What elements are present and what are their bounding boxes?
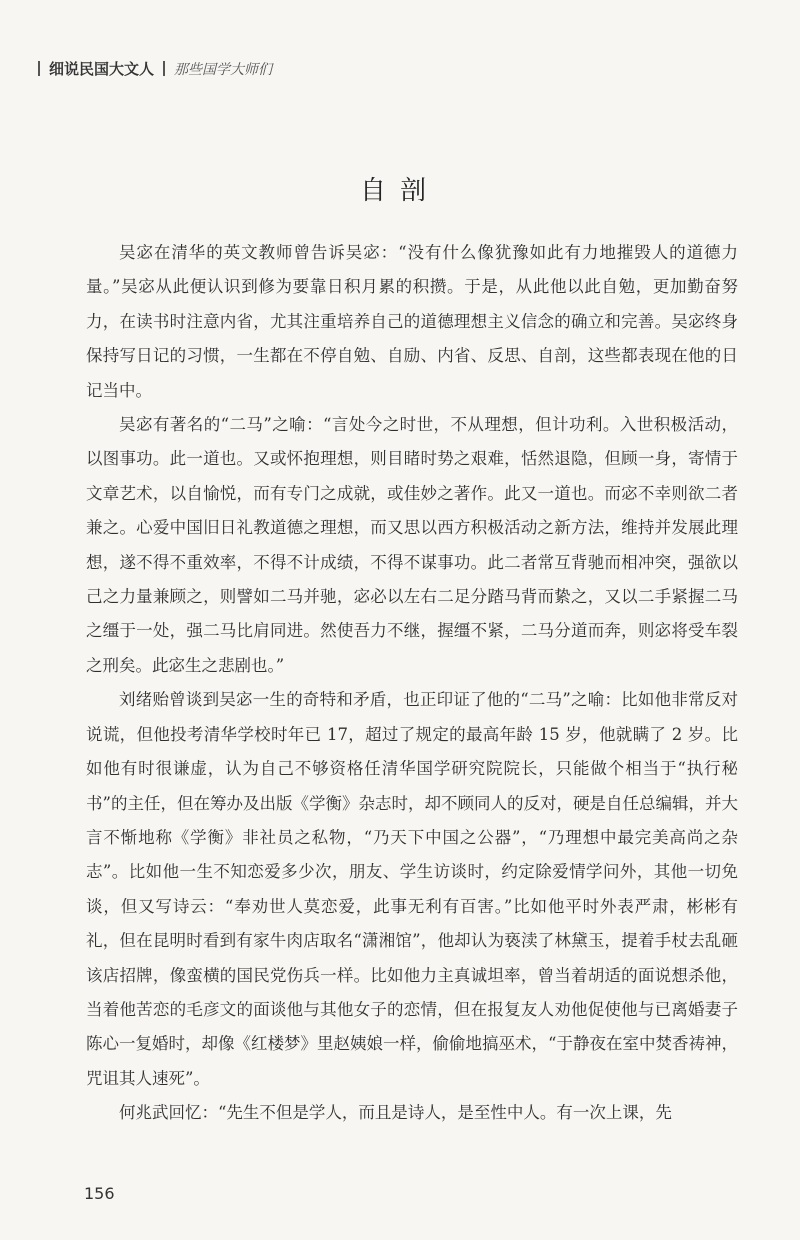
paragraph: 吴宓在清华的英文教师曾告诉吴宓：“没有什么像犹豫如此有力地摧毁人的道德力量。”吴宓从此便认识到修为要靠日积月累的积攒。于是，从此他以此自勉，更加勤奋努力，在读书时注意内省，尤其注重培养自己的道德理想主义信念的确立和完善。吴宓终身保持写日记的习惯，一生都在不停自勉、自励、内省、反思、自剖，这些都表现在他的日记当中。 [86, 243, 738, 400]
paragraph: 吴宓有著名的“二马”之喻：“言处今之时世，不从理想，但计功利。入世积极活动，以图事功。此一道也。又或怀抱理想，则目睹时势之艰难，恬然退隐，但顾一身，寄情于文章艺术，以自愉悦，而有专门之成就，或佳妙之著作。此又一道也。而宓不幸则欲二者兼之。心爱中国旧日礼教道德之理想，而又思以西方积极活动之新方法，维持并发展此理想，遂不得不重效率，不得不计成绩，不得不谋事功。此二者常互背驰而相冲突，强欲以己之力量兼顾之，则譬如二马并驰，宓必以左右二足分踏马背而絷之，又以二手紧握二马之缰于一处，强二马比肩同进。然使吾力不继，握缰不紧，二马分道而奔，则宓将受车裂之刑矣。此宓生之悲剧也。” [86, 415, 738, 675]
book-title: 细说民国大文人 [49, 60, 155, 78]
article-body [86, 236, 738, 1131]
section-title: 那些国学大师们 [174, 62, 273, 78]
chapter-title: 自剖 [359, 176, 440, 206]
paragraph: 何兆武回忆：“先生不但是学人，而且是诗人，是至性中人。有一次上课，先 [119, 1103, 672, 1123]
page-number: 156 [84, 1184, 115, 1203]
header-divider [163, 61, 165, 76]
running-header [38, 58, 272, 79]
paragraph: 刘绪贻曾谈到吴宓一生的奇特和矛盾，也正印证了他的“二马”之喻：比如他非常反对说谎，但他投考清华学校时年已 17，超过了规定的最高年龄 15 岁，他就瞒了 2 岁。比如他有时很谦虚，认为自己不够资格任清华国学研究院院长，只能做个相当于“执行秘书”的主任，但在筹办及出版《学衡》杂志时，却不顾同人的反对，硬是自任总编辑，并大言不惭地称《学衡》非社员之私物，“乃天下中国之公器”，“乃理想中最完美高尚之杂志”。比如他一生不知恋爱多少次，朋友、学生访谈时，约定除爱情学问外，其他一切免谈，但又写诗云：“奉劝世人莫恋爱，此事无利有百害。”比如他平时外表严肃，彬彬有礼，但在昆明时看到有家牛肉店取名“潇湘馆”，他却认为亵渎了林黛玉，提着手杖去乱砸该店招牌，像蛮横的国民党伤兵一样。比如他力主真诚坦率，曾当着胡适的面说想杀他，当着他苦恋的毛彦文的面谈他与其他女子的恋情，但在报复友人劝他促使他与已离婚妻子陈心一复婚时，却像《红楼梦》里赵姨娘一样，偷偷地搞巫术，“于静夜在室中焚香祷神，咒诅其人速死”。 [86, 690, 738, 1088]
header-divider [38, 61, 40, 76]
